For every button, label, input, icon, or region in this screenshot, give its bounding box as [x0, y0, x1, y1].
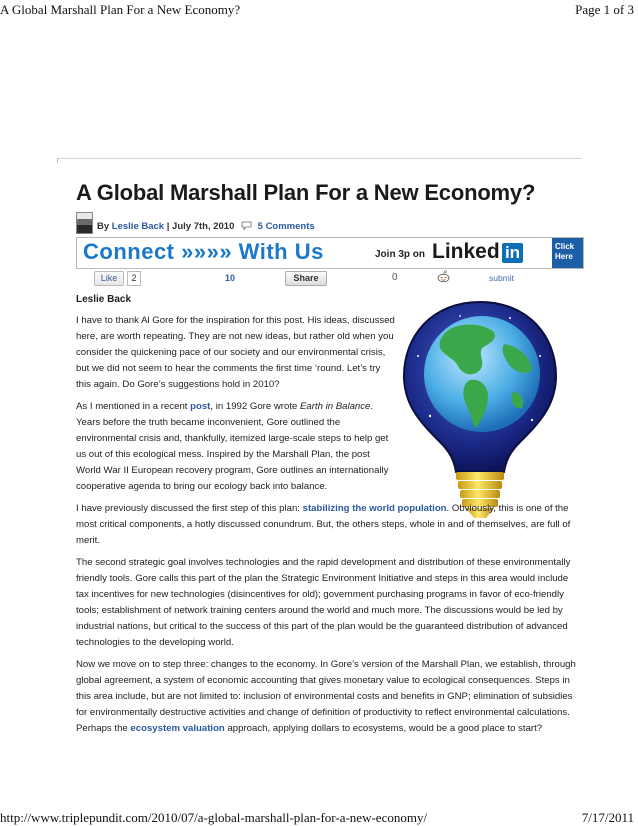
author-name: Leslie Back	[76, 294, 132, 305]
book-title: Earth in Balance	[299, 401, 371, 412]
print-footer-url: http://www.triplepundit.com/2010/07/a-global-marshall-plan-for-a-new-economy/	[0, 810, 428, 825]
author-link[interactable]: Leslie Back	[111, 221, 165, 232]
print-header-page: Page 1 of 3	[575, 2, 634, 17]
click-line2: Here	[555, 252, 573, 261]
paragraph-4: The second strategic goal involves technologies and the rapid development and distribution of these environmentally friendly tools. Gore calls this part of the plan the Strategic Environment Initiative and steps in this area would include tax incentives for new technologies (disincentives for old); government purchasing programs in favor of eco-friendly tools; establishment of network training centers around the world and much more. The discussions would be led by industrial nations, but critical to the success of this part of the plan would be the guaranteed distribution of advanced technologies to the developing world.	[76, 557, 571, 648]
paragraph-1: I have to thank Al Gore for the inspiration for this post. His ideas, discussed here, are worth repeating. They are not new ideas, but rather old when you consider the quickening pace of our society and our environmental crisis, but we did not seem to hear the comments the first time ‘round. Let’s try this again. Do Gore’s suggestions hold in 2010?	[76, 315, 395, 390]
byline-prefix: By	[97, 221, 110, 232]
click-line1: Click	[555, 242, 575, 251]
share-count: 0	[392, 272, 398, 283]
banner-click-here-button[interactable]	[552, 238, 583, 268]
tweet-count: 10	[225, 273, 236, 283]
linkedin-in-icon: in	[502, 243, 523, 263]
share-bar	[76, 271, 582, 287]
stabilizing-population-link[interactable]: stabilizing the world population	[302, 503, 447, 514]
comments-link[interactable]: 5 Comments	[257, 221, 315, 232]
ecosystem-valuation-link[interactable]: ecosystem valuation	[130, 723, 225, 734]
article-body	[76, 292, 579, 743]
article-title: A Global Marshall Plan For a New Economy?	[76, 180, 536, 205]
print-footer-date: 7/17/2011	[581, 810, 634, 825]
post-date: July 7th, 2010	[172, 221, 235, 232]
facebook-like-button[interactable]: Like	[94, 271, 124, 286]
paragraph-3: I have previously discussed the first step of this plan: stabilizing the world population. Obviously, this is one of the most critical components, a hotly discussed conundrum. But, the others steps, whole in and of themselves, are full of merit.	[76, 503, 571, 546]
like-count: 2	[127, 271, 141, 286]
divider	[58, 158, 582, 159]
author-avatar	[76, 212, 93, 234]
connect-banner[interactable]	[76, 237, 584, 269]
byline-separator: |	[166, 221, 170, 232]
print-footer	[0, 810, 638, 826]
post-link[interactable]: post	[190, 401, 211, 412]
banner-join-text: Join 3p on	[375, 249, 425, 260]
print-header-title: A Global Marshall Plan For a New Economy?	[0, 2, 241, 17]
paragraph-5: Now we move on to step three: changes to the economy. In Gore’s version of the Marshall Plan, we establish, through global agreement, a system of economic accounting that gives monetary value to ecological consequences. Steps in this area include, but are not limited to: inclusion of environmental costs and benefits in GNP; elimination of subsidies for environmentally destructive activities and change of definition of productivity to reflect environmental calculations. Perhaps the ecosystem valuation approach, applying dollars to ecosystems, would be a good place to start?	[76, 659, 576, 734]
linkedin-logo-text: Linked	[432, 240, 500, 263]
share-button[interactable]: Share	[285, 271, 327, 286]
banner-connect-text: Connect »»»» With Us	[83, 239, 324, 264]
byline-text	[97, 221, 315, 232]
comment-bubble-icon	[241, 221, 252, 230]
print-header	[0, 2, 638, 18]
reddit-submit-link[interactable]: submit	[489, 273, 515, 283]
paragraph-2: As I mentioned in a recent post, in 1992 Gore wrote Earth in Balance. Years before the truth became inconvenient, Gore outlined the environmental crisis and, thankfully, itemized large-scale steps to help get us out of this ecological mess. Inspired by the Marshall Plan, the post World War II European recovery program, Gore outlines an internationally cooperative agenda to bring our ecology back into balance.	[76, 401, 389, 492]
reddit-icon[interactable]	[437, 270, 450, 283]
